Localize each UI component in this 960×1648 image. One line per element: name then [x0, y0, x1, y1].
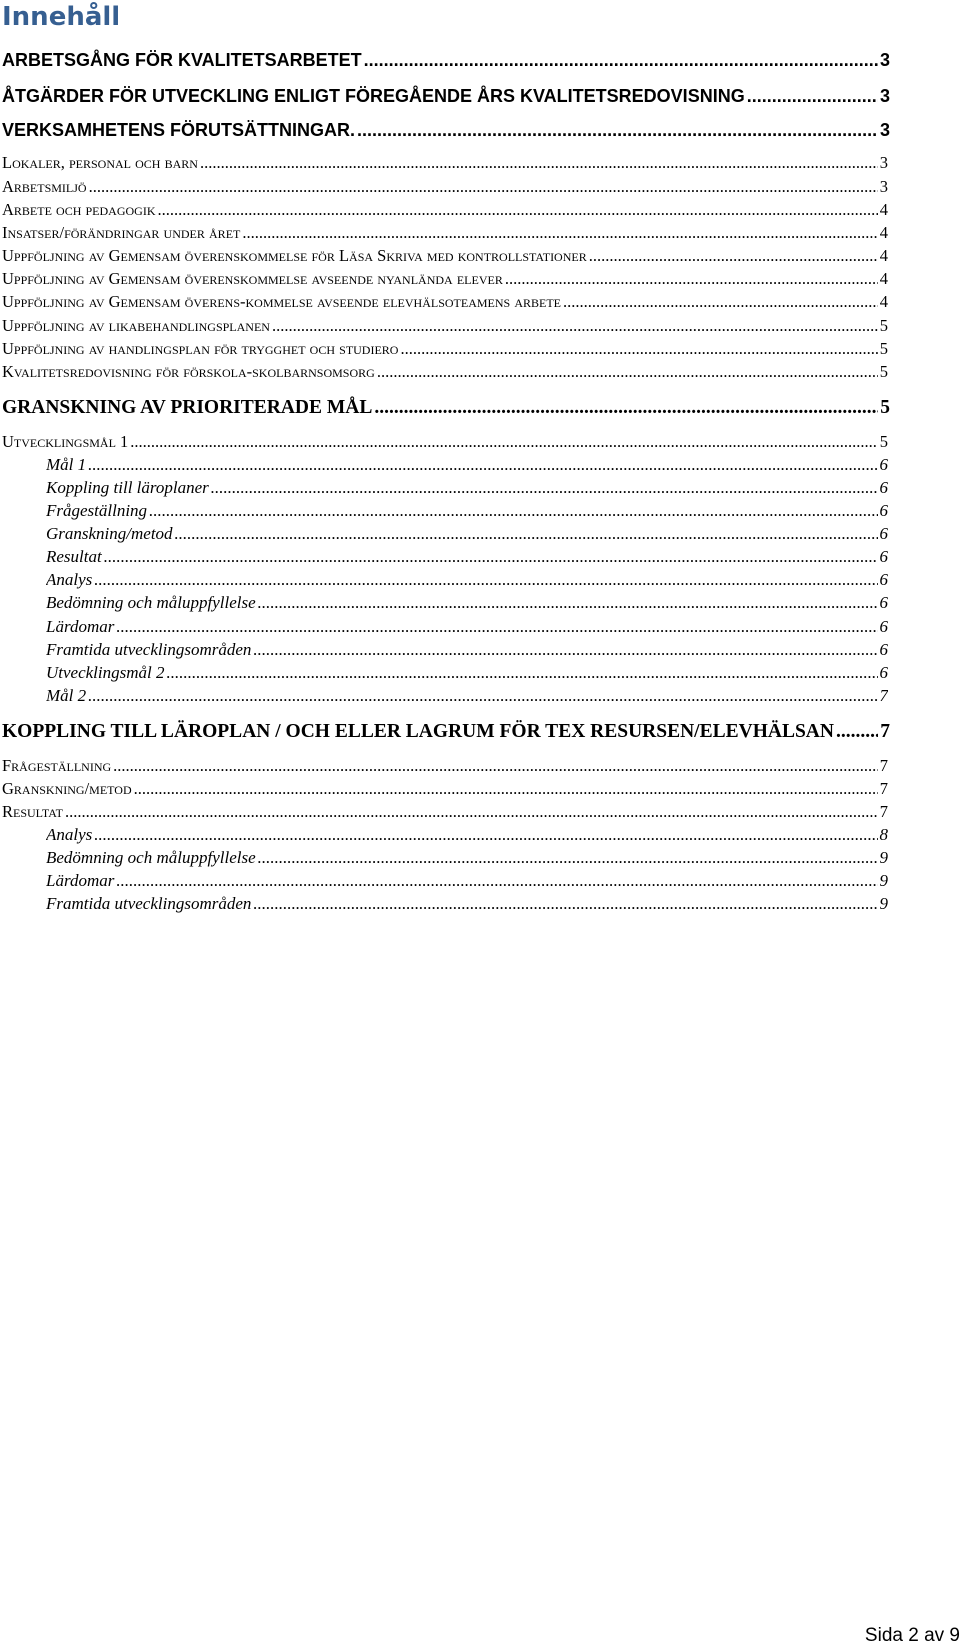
toc-entry-page-number: 4 — [879, 269, 888, 288]
toc-entry-title: Mål 2 — [46, 686, 87, 705]
toc-entry-page-number: 9 — [879, 871, 888, 890]
toc-dot-leader — [113, 755, 878, 777]
toc-entry-title: Frågeställning — [2, 756, 112, 775]
toc-entry[interactable] — [46, 662, 888, 684]
toc-entry-page-number: 3 — [879, 120, 890, 140]
toc-entry[interactable] — [46, 523, 888, 545]
toc-entry-page-number: 5 — [879, 432, 888, 451]
toc-entry-title: Framtida utvecklingsområden — [46, 894, 252, 913]
toc-dot-leader — [563, 291, 878, 313]
toc-entry-title: Granskning/metod — [46, 524, 173, 543]
toc-entry[interactable] — [2, 801, 888, 823]
toc-entry[interactable] — [46, 546, 888, 568]
toc-entry[interactable] — [2, 396, 890, 420]
toc-dot-leader — [357, 118, 878, 142]
toc-dot-leader — [505, 268, 878, 290]
toc-entry[interactable] — [2, 361, 888, 383]
toc-entry-page-number: 4 — [879, 292, 888, 311]
toc-entry[interactable] — [2, 315, 888, 337]
toc-entry-title: Resultat — [46, 547, 102, 566]
toc-entry[interactable] — [2, 431, 888, 453]
toc-entry-title: Arbete och pedagogik — [2, 200, 156, 219]
toc-entry[interactable] — [46, 639, 888, 661]
toc-entry-page-number: 9 — [879, 894, 888, 913]
toc-entry-page-number: 6 — [879, 570, 888, 589]
toc-entry-page-number: 8 — [879, 825, 888, 844]
toc-entry-title: Lärdomar — [46, 871, 115, 890]
toc-entry-page-number: 7 — [880, 721, 890, 742]
toc-entry-page-number: 4 — [879, 246, 888, 265]
toc-entry-page-number: 6 — [879, 547, 888, 566]
toc-entry[interactable] — [2, 755, 888, 777]
toc-dot-leader — [258, 847, 878, 869]
toc-entry[interactable] — [46, 454, 888, 476]
toc-entry[interactable] — [2, 199, 888, 221]
toc-entry[interactable] — [2, 338, 888, 360]
toc-entry[interactable] — [2, 222, 888, 244]
toc-entry-title: Analys — [46, 570, 93, 589]
toc-entry-title: Resultat — [2, 802, 63, 821]
toc-dot-leader — [94, 824, 877, 846]
toc-dot-leader — [377, 361, 878, 383]
toc-entry-page-number: 7 — [879, 686, 888, 705]
toc-entry-title: Mål 1 — [46, 455, 87, 474]
toc-entry[interactable] — [2, 268, 888, 290]
toc-dot-leader — [94, 569, 877, 591]
toc-dot-leader — [116, 616, 877, 638]
toc-entry-title: Lärdomar — [46, 617, 115, 636]
toc-entry-page-number: 4 — [879, 223, 888, 242]
toc-entry-title: Frågeställning — [46, 501, 148, 520]
toc-entry-title: Lokaler, personal och barn — [2, 153, 198, 172]
toc-entry-title: Utvecklingsmål 2 — [46, 663, 165, 682]
toc-entry-page-number: 5 — [879, 339, 888, 358]
toc-entry[interactable] — [2, 152, 888, 174]
toc-entry-page-number: 9 — [879, 848, 888, 867]
toc-dot-leader — [116, 870, 877, 892]
toc-entry-page-number: 3 — [879, 153, 888, 172]
toc-entry[interactable] — [2, 176, 888, 198]
toc-dot-leader — [88, 685, 877, 707]
toc-entry-title: VERKSAMHETENS FÖRUTSÄTTNINGAR. — [2, 120, 356, 140]
toc-entry-page-number: 6 — [879, 524, 888, 543]
toc-entry[interactable] — [2, 48, 890, 72]
toc-dot-leader — [200, 152, 878, 174]
toc-entry-title: Uppföljning av Gemensam överenskommelse för Läsa Skriva med kontrollstationer — [2, 246, 587, 265]
toc-dot-leader — [258, 592, 878, 614]
toc-dot-leader — [364, 48, 878, 72]
toc-dot-leader — [836, 720, 878, 744]
toc-entry[interactable] — [2, 245, 888, 267]
toc-entry-page-number: 7 — [879, 802, 888, 821]
toc-entry[interactable] — [46, 616, 888, 638]
toc-dot-leader — [134, 778, 878, 800]
toc-entry-title: Utvecklingsmål 1 — [2, 432, 129, 451]
toc-entry-page-number: 6 — [879, 640, 888, 659]
toc-entry-page-number: 5 — [879, 362, 888, 381]
toc-entry-title: ARBETSGÅNG FÖR KVALITETSARBETET — [2, 50, 362, 70]
toc-entry-title: Uppföljning av handlingsplan för trygghet och studiero — [2, 339, 399, 358]
toc-entry-title: Uppföljning av Gemensam överens-kommelse avseende elevhälsoteamens arbete — [2, 292, 561, 311]
toc-entry[interactable] — [46, 685, 888, 707]
toc-dot-leader — [65, 801, 878, 823]
toc-entry[interactable] — [46, 870, 888, 892]
toc-entry[interactable] — [46, 824, 888, 846]
toc-entry[interactable] — [2, 778, 888, 800]
toc-entry[interactable] — [2, 84, 890, 108]
toc-entry-page-number: 5 — [879, 316, 888, 335]
toc-entry-page-number: 6 — [879, 455, 888, 474]
toc-entry-title: GRANSKNING AV PRIORITERADE MÅL — [2, 397, 373, 418]
toc-dot-leader — [104, 546, 878, 568]
toc-dot-leader — [253, 639, 877, 661]
page-footer: Sida 2 av 9 — [864, 1625, 960, 1646]
toc-entry-page-number: 7 — [879, 779, 888, 798]
toc-entry[interactable] — [46, 477, 888, 499]
toc-entry-title: Arbetsmiljö — [2, 177, 87, 196]
toc-entry-title: Framtida utvecklingsområden — [46, 640, 252, 659]
toc-dot-leader — [211, 477, 878, 499]
toc-entry-page-number: 6 — [879, 478, 888, 497]
toc-entry-page-number: 7 — [879, 756, 888, 775]
toc-entry[interactable] — [46, 893, 888, 915]
toc-entry-title: Kvalitetsredovisning för förskola-skolbarnsomsorg — [2, 362, 375, 381]
toc-entry-title: Bedömning och måluppfyllelse — [46, 593, 256, 612]
toc-dot-leader — [88, 454, 877, 476]
toc-entry[interactable] — [2, 291, 888, 313]
toc-dot-leader — [747, 84, 878, 108]
toc-entry-page-number: 6 — [879, 593, 888, 612]
toc-entry-page-number: 3 — [879, 177, 888, 196]
toc-entry-title: Uppföljning av likabehandlingsplanen — [2, 316, 270, 335]
toc-entry-title: Insatser/förändringar under året — [2, 223, 241, 242]
toc-title: Innehåll — [2, 2, 121, 32]
toc-dot-leader — [400, 338, 877, 360]
toc-dot-leader — [253, 893, 877, 915]
toc-entry-title: Uppföljning av Gemensam överenskommelse avseende nyanlända elever — [2, 269, 503, 288]
toc-entry-title: ÅTGÄRDER FÖR UTVECKLING ENLIGT FÖREGÅENDE ÅRS KVALITETSREDOVISNING — [2, 86, 745, 106]
toc-dot-leader — [374, 396, 878, 420]
toc-entry[interactable] — [2, 720, 890, 744]
toc-entry[interactable] — [46, 592, 888, 614]
toc-entry-page-number: 3 — [879, 50, 890, 70]
toc-entry-title: KOPPLING TILL LÄROPLAN / OCH ELLER LAGRUM FÖR TEX RESURSEN/ELEVHÄLSAN — [2, 721, 834, 742]
toc-entry-title: Granskning/metod — [2, 779, 132, 798]
toc-entry-title: Analys — [46, 825, 93, 844]
toc-entry-page-number: 6 — [879, 501, 888, 520]
toc-dot-leader — [149, 500, 877, 522]
toc-dot-leader — [89, 176, 878, 198]
toc-entry[interactable] — [46, 500, 888, 522]
toc-dot-leader — [167, 662, 878, 684]
toc-entry[interactable] — [46, 847, 888, 869]
toc-dot-leader — [130, 431, 877, 453]
toc-entry[interactable] — [2, 118, 890, 142]
toc-entry-title: Koppling till läroplaner — [46, 478, 209, 497]
toc-dot-leader — [158, 199, 878, 221]
toc-entry-page-number: 4 — [879, 200, 888, 219]
toc-entry[interactable] — [46, 569, 888, 591]
toc-entry-title: Bedömning och måluppfyllelse — [46, 848, 256, 867]
toc-dot-leader — [175, 523, 878, 545]
toc-entry-page-number: 3 — [879, 86, 890, 106]
toc-entry-page-number: 6 — [879, 617, 888, 636]
toc-dot-leader — [589, 245, 878, 267]
toc-dot-leader — [242, 222, 877, 244]
toc-dot-leader — [272, 315, 878, 337]
toc-entry-page-number: 5 — [880, 397, 890, 418]
toc-entry-page-number: 6 — [879, 663, 888, 682]
